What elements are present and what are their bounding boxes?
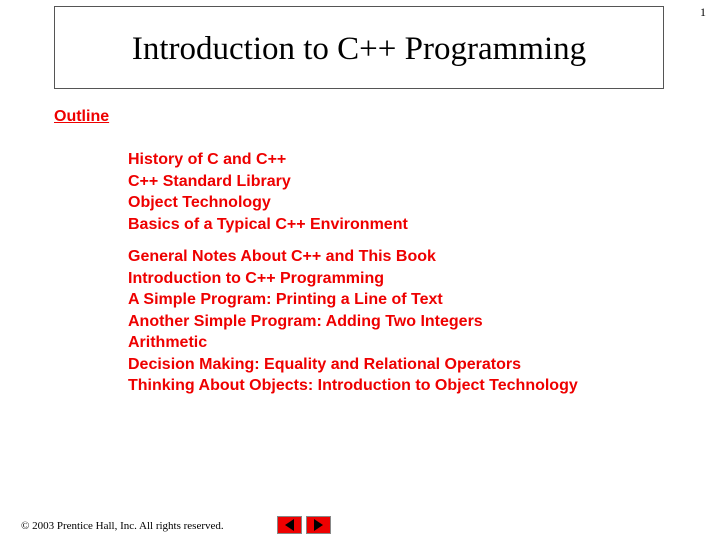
outline-list-group-1 — [128, 149, 408, 235]
title-box — [54, 6, 664, 89]
previous-slide-button[interactable] — [277, 516, 302, 534]
outline-item: Another Simple Program: Adding Two Integers — [128, 312, 483, 330]
nav-next-wrapper — [306, 516, 335, 534]
outline-item: Object Technology — [128, 194, 271, 211]
outline-list-group-2 — [128, 246, 578, 397]
outline-item: Thinking About Objects: Introduction to Object Technology — [128, 377, 578, 394]
outline-item: History of C and C++ — [128, 151, 287, 168]
slide-title: Introduction to C++ Programming — [131, 31, 587, 67]
copyright-footer: © 2003 Prentice Hall, Inc. All rights reserved. — [21, 520, 224, 532]
outline-item: Arithmetic — [128, 334, 208, 351]
outline-item: General Notes About C++ and This Book — [128, 248, 436, 265]
outline-item: A Simple Program: Printing a Line of Text — [128, 291, 443, 308]
page-number: 1 — [700, 5, 706, 19]
nav-prev-wrapper — [277, 516, 306, 534]
triangle-right-icon — [314, 519, 323, 531]
outline-item: Decision Making: Equality and Relational Operators — [128, 355, 521, 373]
outline-item: Basics of a Typical C++ Environment — [128, 215, 408, 233]
outline-heading: Outline — [54, 108, 110, 125]
outline-item: C++ Standard Library — [128, 172, 291, 190]
triangle-left-icon — [285, 519, 294, 531]
next-slide-button[interactable] — [306, 516, 331, 534]
outline-item: Introduction to C++ Programming — [128, 269, 385, 287]
